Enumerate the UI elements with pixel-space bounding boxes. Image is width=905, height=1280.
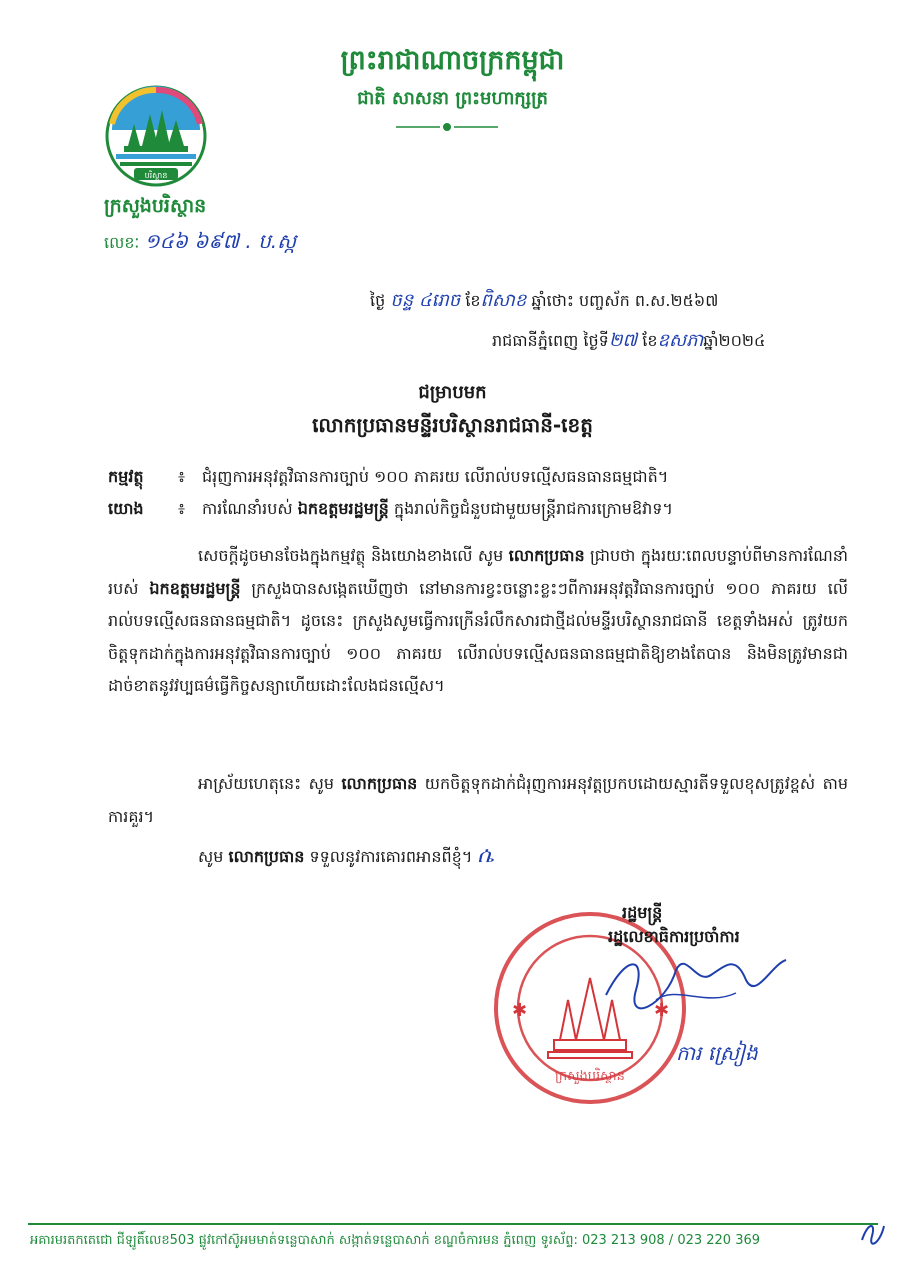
p1-e: ក្រសួងបានសង្កេតឃើញថា នៅមានការខ្វះចន្លោះខ្លះៗពីការអនុវត្តវិធានការច្បាប់ ១០០ ភាគរយ លើរាល់បទល្មើសធនធានធម្មជាតិ។ ដូចនេះ ក្រសួងសូមធ្វើការក្រើនរំលឹកសារជាថ្មីដល់មន្ទីរបរិស្ថានរាជធានី ខេត្តទាំងអស់ ត្រូវយកចិត្តទុកដាក់ក្នុងការអនុវត្តវិធានការច្បាប់ ១០០ ភាគរយ លើរាល់បទល្មើសធនធានធម្មជាតិឱ្យខាងតែបាន និងមិនត្រូវមានជាដាច់ខាតនូវវប្បធម៌ធ្វើកិច្ចសន្យាហើយដោះលែងជនល្មើស។ — [108, 578, 849, 695]
p2-b: លោកប្រធាន — [341, 774, 418, 793]
body-paragraph-1 — [108, 540, 848, 703]
subject-label: កម្មវត្ថុ — [108, 467, 144, 486]
p1-d: ឯកឧត្តមរដ្ឋមន្ត្រី — [149, 578, 241, 598]
reference-number-value: ១៤៦ ៦៩៧ . ប.ស្ក — [144, 229, 297, 253]
p1-a: សេចក្តីដូចមានចែងក្នុងកម្មវត្ថុ និងយោងខាងលើ សូម — [198, 546, 504, 565]
reference-bold: ឯកឧត្តមរដ្ឋមន្ត្រី — [297, 499, 389, 518]
p3-a: សូម — [198, 847, 224, 866]
lunar-month-label: ខែ — [465, 291, 481, 310]
reference-text: ការណែនាំរបស់ — [202, 499, 293, 518]
p3-b: លោកប្រធាន — [228, 847, 305, 866]
p1-b: លោកប្រធាន — [508, 546, 585, 565]
lunar-date — [370, 288, 718, 315]
signer-title: រដ្ឋមន្ត្រី — [622, 903, 663, 922]
logo-caption: បរិស្ថាន — [144, 171, 168, 180]
ornament-divider — [392, 120, 502, 134]
national-motto: ជាតិ សាសនា ព្រះមហាក្សត្រ — [357, 88, 548, 109]
lunar-year: ឆ្នាំថោះ បញ្ចស័ក ព.ស.២៥៦៧ — [531, 291, 719, 310]
reference-number — [104, 228, 296, 258]
lunar-month: ពិសាខ — [480, 290, 527, 311]
reference-row: យោង ៖ ការណែនាំរបស់ ឯកឧត្តមរដ្ឋមន្ត្រី ក្នុងរាល់កិច្ចជំនួបជាមួយមន្ត្រីរាជការក្រោមឱវាទ។ — [108, 498, 673, 522]
addressee-label: ជម្រាបមក — [418, 382, 487, 403]
signer-name: ការ ស្រៀង — [676, 1041, 758, 1065]
handwritten-signature — [596, 945, 796, 1015]
body-paragraph-2 — [108, 768, 848, 833]
subject-row: កម្មវត្ថុ ៖ ជំរុញការអនុវត្តវិធានការច្បាប់ ១០០ ភាគរយ លើរាល់បទល្មើសធនធានធម្មជាតិ។ — [108, 466, 668, 490]
reference-label: យោង — [108, 499, 144, 518]
svg-text:✱: ✱ — [512, 1000, 528, 1021]
solar-prefix: រាជធានីភ្នំពេញ ថ្ងៃទី — [492, 331, 609, 350]
handwritten-initial: ሴ — [477, 843, 494, 868]
footer-handwritten-mark — [858, 1218, 886, 1248]
seal-text: ក្រសួងបរិស្ថាន — [555, 1069, 625, 1084]
solar-year: ឆ្នាំ២០២៤ — [703, 331, 766, 350]
lunar-prefix: ថ្ងៃ — [370, 291, 386, 310]
solar-date — [492, 328, 765, 355]
p3-c: ទទួលនូវការគោរពអានពីខ្ញុំ។ — [309, 847, 473, 866]
lunar-day: ចន្ទ ៤រោច — [390, 290, 461, 311]
p2-a: អាស្រ័យហេតុនេះ សូម — [198, 774, 335, 793]
p2-c: យកចិត្តទុកដាក់ជំរុញការអនុវត្តប្រកបដោយស្មារតីទទួលខុសត្រូវខ្ពស់ តាមការគួរ។ — [108, 774, 848, 826]
addressee-recipient: លោកប្រធានមន្ទីរបរិស្ថានរាជធានី-ខេត្ត — [312, 413, 593, 437]
kingdom-title: ព្រះរាជាណាចក្រកម្ពុជា — [340, 45, 565, 76]
solar-day: ២៧ — [608, 330, 638, 351]
subject-text: ជំរុញការអនុវត្តវិធានការច្បាប់ ១០០ ភាគរយ លើរាល់បទល្មើសធនធានធម្មជាតិ។ — [202, 467, 669, 486]
signer-office: រដ្ឋលេខាធិការប្រចាំការ — [608, 927, 740, 946]
svg-text:✱: ✱ — [654, 1000, 670, 1021]
footer-divider — [28, 1223, 878, 1225]
body-paragraph-3 — [198, 840, 905, 874]
solar-month-label: ខែ — [642, 331, 658, 350]
p1-c: ជ្រាបថា ក្នុងរយៈពេលបន្ទាប់ពីមានការណែនាំរបស់ — [108, 546, 849, 598]
ministry-name: ក្រសួងបរិស្ថាន — [104, 195, 207, 217]
solar-month: ឧសភា — [657, 330, 704, 351]
footer-address: អគារមរតកតេជោ ជីឡូតិ៍លេខ503 ផ្លូវកៅស៊ូអមមាត់ទន្លេបាសាក់ សង្កាត់ទន្លេបាសាក់ ខណ្ឌចំការមន ភ្នំពេញ ទូរស័ព្ទ: 023 213 908 / 023 220 369 — [30, 1233, 761, 1248]
reference-label: លេខៈ — [104, 233, 140, 252]
reference-text-2: ក្នុងរាល់កិច្ចជំនួបជាមួយមន្ត្រីរាជការក្រោមឱវាទ។ — [393, 499, 673, 518]
